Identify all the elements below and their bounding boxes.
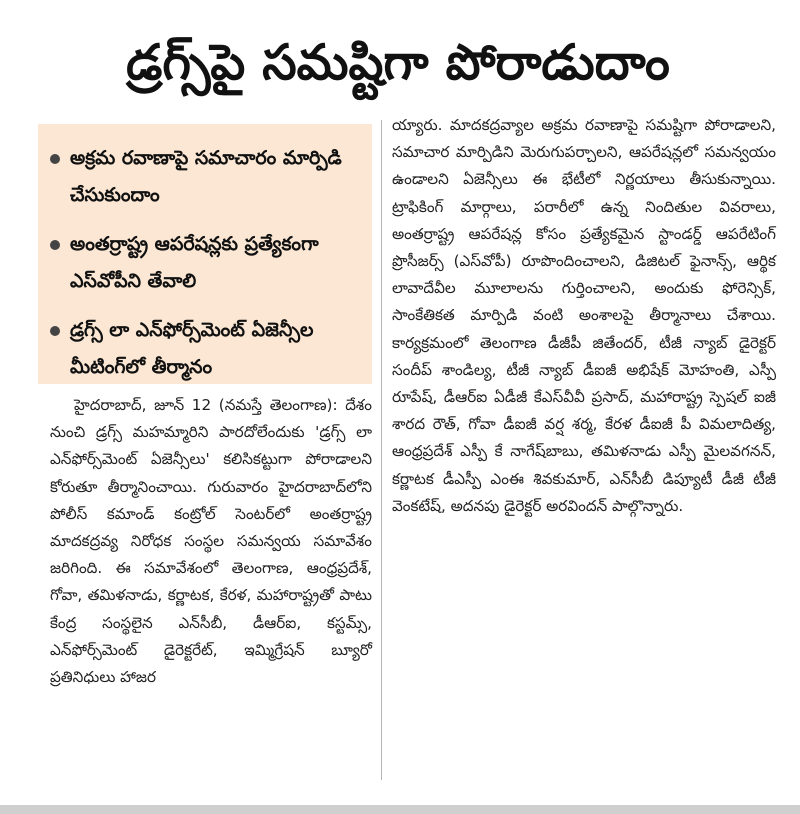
article-left-column: హైదరాబాద్, జూన్ 12 (నమస్తే తెలంగాణ): దేశం నుంచి డ్రగ్స్ మహమ్మారిని పారదోలేందుకు 'డ్రగ్స్ లా ఎన్‌ఫోర్స్‌మెంట్ ఏజెన్సీలు' కలిసికట్టుగా పోరాడాలని కోరుతూ తీర్మానించాయి. గురువారం హైదరాబాద్‌లోని పోలీస్ కమాండ్ కంట్రోల్ సెంటర్‌లో అంతర్రాష్ట్ర మాదకద్రవ్య నిరోధక సంస్థల సమన్వయ సమావేశం జరిగింది. ఈ సమావేశంలో తెలంగాణ, ఆంధ్రప్రదేశ్, గోవా, తమిళనాడు, కర్ణాటక, కేరళ, మహారాష్ట్రతో పాటు కేంద్ర సంస్థలైన ఎన్‌సీబీ, డీఆర్‌ఐ, కస్టమ్స్, ఎన్‌ఫోర్స్‌మెంట్ డైరెక్టరేట్, ఇమ్మిగ్రేషన్ బ్యూరో ప్రతినిధులు హాజర [50,396,372,687]
highlight-item [50,226,364,300]
highlight-text: అక్రమ రవాణాపై సమాచారం మార్పిడి చేసుకుందాం [70,147,342,206]
bullet-icon [50,240,60,250]
highlight-item [50,312,364,386]
bullet-icon [50,154,60,164]
column-divider [381,120,382,780]
highlight-text: అంతర్రాష్ట్ర ఆపరేషన్లకు ప్రత్యేకంగా ఎస్‌వోపీని తేవాలి [70,233,319,292]
highlight-item [50,140,364,214]
highlight-text: డ్రగ్స్ లా ఎన్‌ఫోర్స్‌మెంట్ ఏజెన్సీల మీటింగ్‌లో తీర్మానం [70,319,314,378]
headline: డ్రగ్స్‌పై సమష్టిగా పోరాడుదాం [126,34,670,91]
article-right-column: య్యారు. మాదకద్రవ్యాల అక్రమ రవాణాపై సమష్టిగా పోరాడాలని, సమాచార మార్పిడిని మెరుగుపర్చాలని, ఆపరేషన్లలో సమన్వయం ఉండాలని ఏజెన్సీలు ఈ భేటీలో నిర్ణయాలు తీసుకున్నాయి. ట్రాఫికింగ్ మార్గాలు, పరారీలో ఉన్న నిందితుల వివరాలు, అంతర్రాష్ట్ర ఆపరేషన్ల కోసం ప్రత్యేకమైన స్టాండర్డ్ ఆపరేటింగ్ ప్రొసీజర్స్ (ఎస్‌వోపీ) రూపొందించాలని, డిజిటల్ ఫైనాన్స్, ఆర్థిక లావాదేవీల మూలాలను గుర్తించాలని, అందుకు ఫోరెన్సిక్, సాంకేతికత మార్పిడి వంటి అంశాలపై తీర్మానాలు చేశాయి. కార్యక్రమంలో తెలంగాణ డీజీపీ జితేందర్, టీజీ న్యాబ్ డైరెక్టర్ సందీప్ శాండిల్య, టీజీ న్యాబ్ డీఐజీ అభిషేక్ మోహంతి, ఎస్పీ రూపేష్, డీఆర్‌ఐ ఏడీజీ కేఎస్‌వీవీ ప్రసాద్, మహారాష్ట్ర స్పెషల్ ఐజీ శారద రౌత్, గోవా డీఐజీ వర్ష శర్మ, కేరళ డీఐజీ పీ విమలాదిత్య, ఆంధ్రప్రదేశ్ ఎస్పీ కే నాగేష్‌బాబు, తమిళనాడు ఎస్పీ మైలవగనన్, కర్ణాటక డీఎస్పీ ఎంఈ శివకుమార్, ఎన్‌సీబీ డిప్యూటీ డీజీ టీజీ వెంకటేష్, అదనపు డైరెక్టర్ అరవిందన్ పాల్గొన్నారు. [392,116,776,515]
bottom-rule [0,805,800,814]
highlights-box [38,124,372,384]
bullet-icon [50,326,60,336]
